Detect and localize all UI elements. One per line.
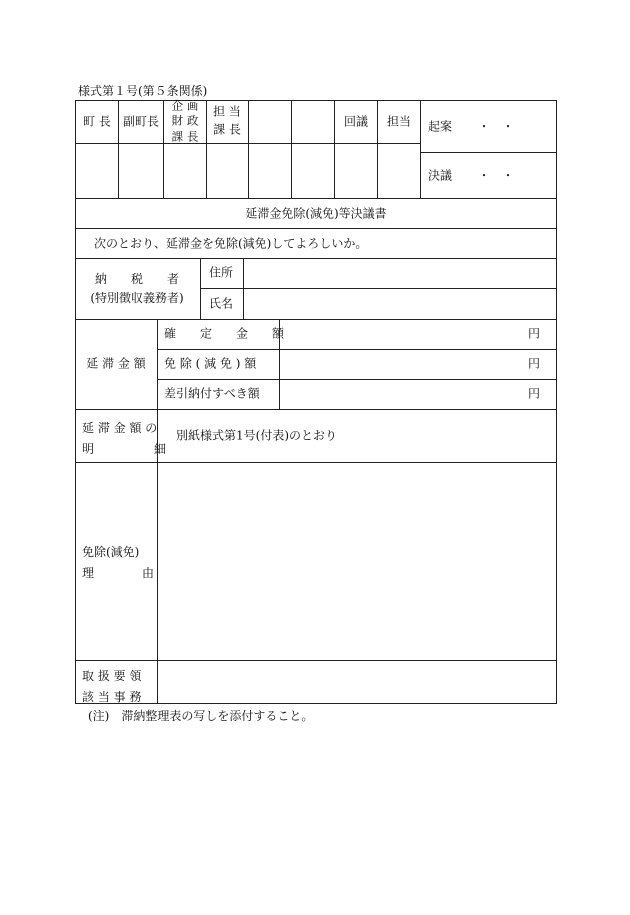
footnote: (注) 滞納整理表の写しを添付すること。 [88, 709, 314, 723]
address-field[interactable] [244, 259, 556, 288]
stamp-cell-section-head [207, 144, 248, 198]
ketsugi-date-marks: ・ ・ [478, 168, 515, 183]
intro-sentence: 次のとおり、延滞金を免除(減免)してよろしいか。 [94, 236, 368, 251]
kian-date-marks: ・ ・ [478, 119, 515, 134]
stamp-cell-planning-finance [164, 144, 206, 198]
fixed-amount-field[interactable] [280, 320, 556, 349]
exemption-amount-field[interactable] [280, 350, 556, 379]
approval-section-head-label: 担 当 課 長 [213, 104, 241, 137]
exemption-reason-field[interactable] [158, 463, 556, 660]
handling-guideline-field[interactable] [158, 661, 556, 703]
exemption-reason-label: 免除(減免) 理 由 [82, 545, 155, 580]
stamp-cell-vice-chief [119, 144, 163, 198]
penalty-detail-label: 延 滞 金 額 の 明 細 [82, 421, 167, 456]
payable-amount-label: 差引納付すべき額 [164, 386, 260, 401]
form-header: 様式第１号(第５条関係) [78, 84, 208, 98]
fixed-amount-label: 確 定 金 額 [164, 326, 285, 341]
exemption-amount-unit: 円 [528, 356, 541, 371]
fixed-amount-unit: 円 [528, 326, 541, 341]
exemption-amount-label: 免 除 ( 減 免 ) 額 [164, 356, 257, 371]
handling-guideline-label: 取 扱 要 領 該 当 事 務 [82, 669, 142, 704]
name-label: 氏名 [208, 296, 234, 311]
name-field[interactable] [244, 289, 556, 319]
payable-amount-field[interactable] [280, 380, 556, 409]
approval-vice-chief-label: 副町長 [122, 114, 160, 129]
kian-label: 起案 [428, 119, 453, 134]
approval-chief-label: 町 長 [83, 114, 111, 129]
penalty-label: 延 滞 金 額 [86, 356, 146, 371]
ketsugi-label: 決議 [428, 168, 453, 183]
taxpayer-label: 納 税 者 (特別徴収義務者) [90, 272, 184, 305]
penalty-detail-value: 別紙様式第1号(付表)のとおり [176, 428, 337, 443]
approval-kaigi-label: 回議 [343, 114, 369, 129]
payable-amount-unit: 円 [528, 386, 541, 401]
address-label: 住所 [208, 265, 234, 280]
document-title: 延滞金免除(減免)等決議書 [245, 206, 387, 221]
approval-tantou-label: 担当 [386, 114, 412, 129]
stamp-cell-chief [76, 144, 118, 198]
approval-planning-finance-head-label: 企 画 財 政 課 長 [171, 98, 199, 144]
